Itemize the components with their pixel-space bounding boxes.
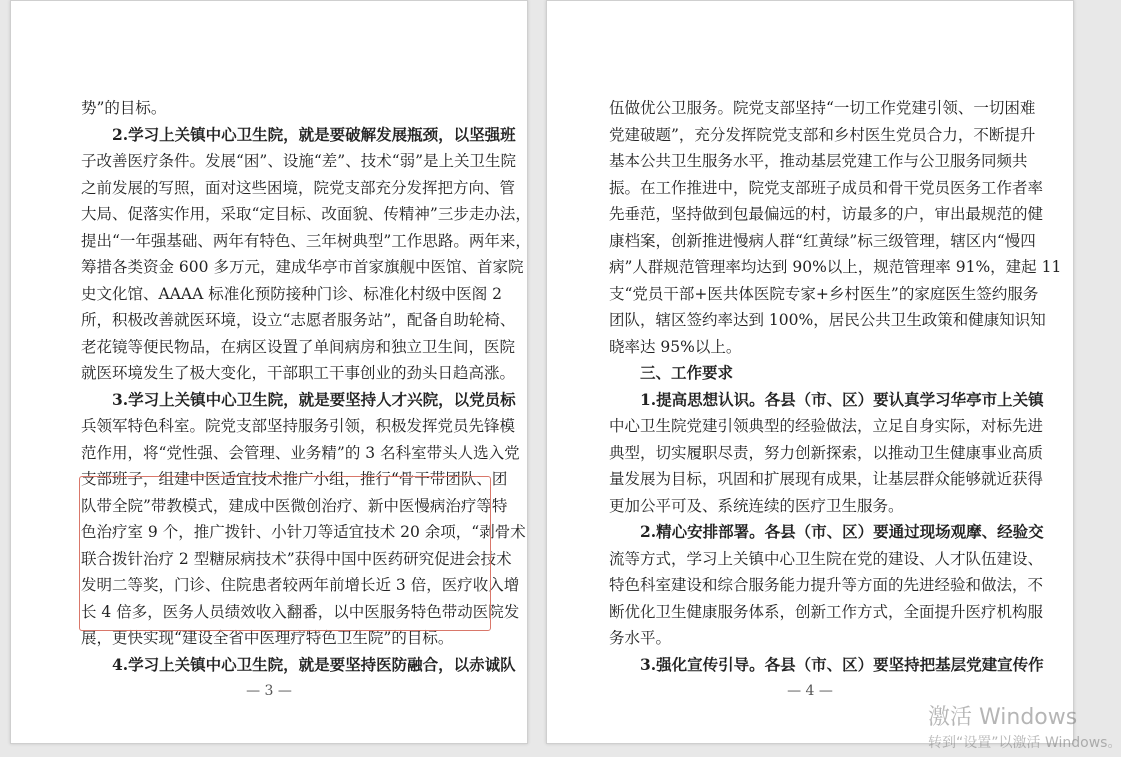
text-line: 联合拨针治疗 2 型糖尿病技术”获得中国中医药研究促进会技术 bbox=[81, 549, 512, 568]
text-line: 所，积极改善就医环境，设立“志愿者服务站”，配备自助轮椅、 bbox=[81, 311, 516, 329]
text-line: 2.学习上关镇中心卫生院，就是要破解发展瓶颈，以坚强班 bbox=[112, 124, 516, 144]
text-line: 发明二等奖，门诊、住院患者较两年前增长近 3 倍，医疗收入增 bbox=[81, 576, 520, 594]
text-line: 3.学习上关镇中心卫生院，就是要坚持人才兴院，以党员标 bbox=[112, 389, 516, 409]
text-line: 中心卫生院党建引领典型的经验做法，立足自身实际，对标先进 bbox=[609, 417, 1044, 435]
text-line: 兵领军特色科室。院党支部坚持服务引领，积极发挥党员先锋模 bbox=[81, 417, 516, 435]
text-line: 特色科室建设和综合服务能力提升等方面的先进经验和做法，不 bbox=[609, 576, 1044, 594]
section-heading: 三、工作要求 bbox=[640, 363, 734, 382]
text-line: 流等方式，学习上关镇中心卫生院在党的建设、人才队伍建设、 bbox=[609, 549, 1044, 568]
text-line: 史文化馆、AAAA 标准化预防接种门诊、标准化村级中医阁 2 bbox=[81, 284, 502, 303]
activation-watermark-subtitle: 转到“设置”以激活 Windows。 bbox=[928, 735, 1121, 751]
text-line: 老花镜等便民物品，在病区设置了单间病房和独立卫生间，医院 bbox=[81, 337, 516, 356]
text-line: 更加公平可及、系统连续的医疗卫生服务。 bbox=[609, 496, 904, 515]
text-line: 振。在工作推进中，院党支部班子成员和骨干党员医务工作者率 bbox=[609, 178, 1044, 197]
text-line: 之前发展的写照，面对这些困境，院党支部充分发挥把方向、管 bbox=[81, 178, 516, 197]
text-line: 4.学习上关镇中心卫生院，就是要坚持医防融合，以赤诚队 bbox=[112, 654, 516, 674]
text-line: 就医环境发生了极大变化，干部职工干事创业的劲头日趋高涨。 bbox=[81, 364, 516, 382]
text-line: 筹措各类资金 600 多万元，建成华亭市首家旗舰中医馆、首家院 bbox=[81, 258, 524, 276]
text-line: 病”人群规范管理率均达到 90%以上，规范管理率 91%，建起 11 bbox=[609, 258, 1062, 276]
text-line: 康档案，创新推进慢病人群“红黄绿”标三级管理，辖区内“慢四 bbox=[609, 231, 1036, 250]
highlight-annotation-box bbox=[79, 476, 526, 631]
text-line: 伍做优公卫服务。院党支部坚持“一切工作党建引领、一切困难 bbox=[609, 99, 1036, 117]
text-line: 2.精心安排部署。各县（市、区）要通过现场观摩、经验交 bbox=[640, 522, 1044, 541]
text-line: 量发展为目标，巩固和扩展现有成果，让基层群众能够就近获得 bbox=[609, 470, 1044, 488]
page-number: — 4 — bbox=[787, 683, 833, 699]
text-line: 晓率达 95%以上。 bbox=[609, 337, 742, 356]
text-line: 势”的目标。 bbox=[81, 99, 167, 117]
text-line: 范作用，将“党性强、会管理、业务精”的 3 名科室带头人选入党 bbox=[81, 443, 520, 462]
text-line: 展，更快实现“建设全省中医理疗特色卫生院”的目标。 bbox=[81, 629, 454, 647]
text-line: 党建破题”，充分发挥院党支部和乡村医生党员合力，不断提升 bbox=[609, 125, 1036, 144]
text-line: 务水平。 bbox=[609, 629, 672, 647]
text-line: 色治疗室 9 个，推广拨针、小针刀等适宜技术 20 余项，“剥骨术 bbox=[81, 523, 526, 541]
text-line: 提出“一年强基础、两年有特色、三年树典型”工作思路。两年来， bbox=[81, 231, 531, 250]
text-line: 团队，辖区签约率达到 100%，居民公共卫生政策和健康知识知 bbox=[609, 311, 1046, 329]
text-line: 队带全院”带教模式，建成中医微创治疗、新中医慢病治疗等特 bbox=[81, 496, 508, 515]
text-line: 长 4 倍多，医务人员绩效收入翻番，以中医服务特色带动医院发 bbox=[81, 602, 520, 621]
text-line: 大局、促落实作用，采取“定目标、改面貌、传精神”三步走办法， bbox=[81, 205, 531, 223]
text-line: 3.强化宣传引导。各县（市、区）要坚持把基层党建宣传作 bbox=[640, 654, 1044, 674]
text-line: 支“党员干部+医共体医院专家+乡村医生”的家庭医生签约服务 bbox=[609, 284, 1039, 303]
activation-watermark-title: 激活 Windows bbox=[928, 705, 1078, 730]
text-line: 子改善医疗条件。发展“困”、设施“差”、技术“弱”是上关卫生院 bbox=[81, 152, 517, 170]
text-line: 1.提高思想认识。各县（市、区）要认真学习华亭市上关镇 bbox=[640, 389, 1044, 409]
page-number: — 3 — bbox=[246, 683, 292, 699]
text-line: 典型，切实履职尽责，努力创新探索，以推动卫生健康事业高质 bbox=[609, 443, 1044, 462]
text-line: 断优化卫生健康服务体系，创新工作方式，全面提升医疗机构服 bbox=[609, 602, 1044, 621]
document-page-4 bbox=[546, 0, 1074, 744]
page-4-body bbox=[609, 95, 1062, 678]
text-line: 先垂范，坚持做到包最偏远的村，访最多的户，审出最规范的健 bbox=[609, 205, 1044, 223]
text-line: 支部班子，组建中医适宜技术推广小组，推行“骨干带团队、团 bbox=[81, 470, 508, 488]
document-page-3 bbox=[10, 0, 531, 744]
text-line: 基本公共卫生服务水平，推动基层党建工作与公卫服务同频共 bbox=[609, 152, 1028, 170]
